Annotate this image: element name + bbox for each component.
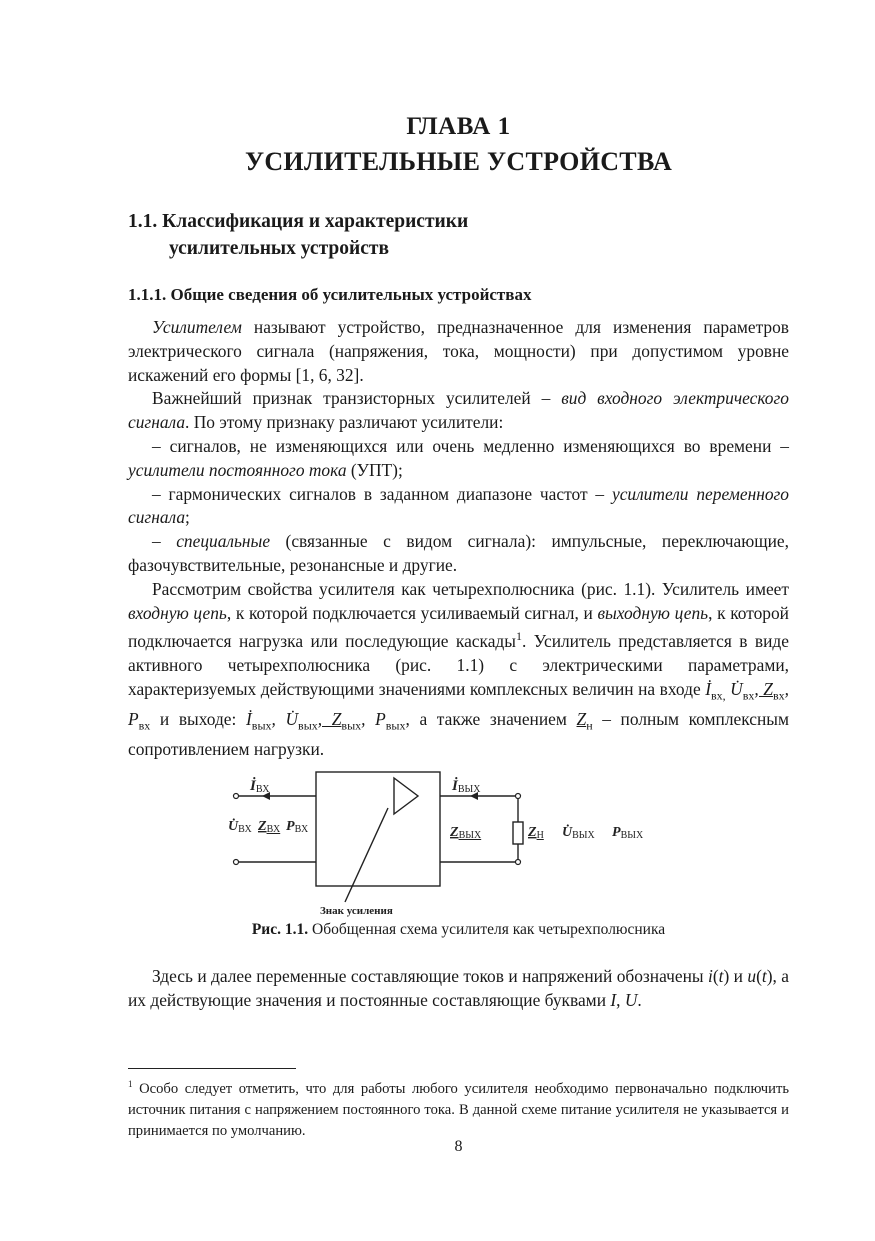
label-sub: ВЫХ <box>458 830 482 841</box>
term: усилители переменного сигнала <box>128 483 790 528</box>
list-item <box>128 435 789 483</box>
text: – гармонических сигналов в заданном диапазоне частот – <box>152 483 612 504</box>
symbol-sub: вх <box>772 688 785 703</box>
paragraph <box>128 965 789 1013</box>
symbol-sub: вых <box>251 718 272 733</box>
svg-text:PВЫХ <box>612 825 644 841</box>
symbol-sub: вых <box>341 718 362 733</box>
symbol: , P <box>361 709 386 730</box>
symbol: U̇ <box>725 678 743 699</box>
svg-text:ZН <box>527 825 544 841</box>
paragraph <box>128 316 789 387</box>
svg-text:İВХ <box>249 777 270 795</box>
label-sub: ВЫХ <box>620 830 644 841</box>
footnote-divider <box>128 1068 296 1069</box>
svg-text:PВХ <box>286 819 309 835</box>
p-out-label: P <box>612 825 621 840</box>
footnote-mark: 1 <box>128 1079 133 1089</box>
symbol: i <box>708 966 713 986</box>
section-heading-line1: 1.1. Классификация и характеристики <box>128 211 469 232</box>
symbol: u <box>747 966 757 986</box>
symbol-sub: вх <box>742 688 755 703</box>
u-in-label: U̇ <box>228 819 239 834</box>
symbol: t <box>718 966 724 986</box>
text: , а также значением <box>405 709 577 730</box>
term: Усилителем <box>152 317 242 337</box>
text: Важнейший признак транзисторных усилителей – <box>152 388 562 409</box>
label-sub: ВЫХ <box>457 784 481 795</box>
page-number: 8 <box>454 1138 463 1155</box>
section-heading <box>128 208 468 262</box>
gain-label: Знак усиления <box>320 905 393 917</box>
text: . <box>637 989 642 1010</box>
body-text-2 <box>128 965 789 1013</box>
symbol: , Z <box>317 709 342 730</box>
svg-text:U̇ВХ <box>228 817 253 835</box>
symbol: I <box>610 989 617 1010</box>
label-sub: ВХ <box>294 824 309 835</box>
input-terminal <box>234 794 239 799</box>
u-out-label: U̇ <box>562 825 573 840</box>
footnote-ref[interactable]: 1 <box>515 629 522 644</box>
term: – специальные <box>152 531 271 552</box>
symbol: İ <box>705 678 711 699</box>
term: выходную цепь <box>597 602 709 623</box>
caption-label: Рис. 1.1. <box>251 921 309 938</box>
chapter-number: ГЛАВА 1 <box>406 113 511 140</box>
label-sub: ВЫХ <box>572 830 595 841</box>
footnote <box>128 1074 789 1142</box>
term: входную цепь <box>128 602 227 623</box>
text: (УПТ); <box>346 459 403 480</box>
text: ( <box>712 966 719 986</box>
term: усилители постоянного тока <box>128 459 347 480</box>
text: ( <box>756 966 762 986</box>
paragraph <box>128 578 789 762</box>
symbol: t <box>761 966 767 986</box>
amplifier-diagram <box>228 768 668 918</box>
i-in-label: İ <box>250 778 256 794</box>
text: (связанные с видом сигнала): импульсные, переключающие, фазочувствительные, резонансные и другие. <box>128 531 790 575</box>
text: ; <box>185 507 190 528</box>
text: – сигналов, не изменяющихся или очень медленно изменяющихся во времени – <box>152 435 789 456</box>
chapter-title: УСИЛИТЕЛЬНЫЕ УСТРОЙСТВА <box>244 147 673 176</box>
paragraph <box>128 387 789 435</box>
load-resistor <box>513 822 523 844</box>
text: , <box>616 989 625 1010</box>
label-sub: ВХ <box>266 824 281 835</box>
symbol-sub: н <box>586 718 593 733</box>
z-out-label: Z <box>450 825 459 840</box>
symbol: , Z <box>754 678 773 699</box>
label-sub: ВХ <box>238 824 252 835</box>
text: называют устройство, предназначенное для изменения параметров электрического сигнала (напряжения, тока, мощности) при допустимом уровне искажений его формы [1, 6, 32]. <box>128 317 789 385</box>
z-load-label: Z <box>528 825 537 840</box>
text: Рассмотрим свойства усилителя как четырехполюсника (рис. 1.1). Усилитель имеет <box>152 578 789 599</box>
symbol: , P <box>128 678 789 730</box>
subsection-heading: 1.1.1. Общие сведения об усилительных устройствах <box>128 285 532 304</box>
list-item <box>128 530 789 578</box>
output-terminal <box>516 794 521 799</box>
symbol: Z <box>576 709 587 730</box>
symbol: U <box>624 989 638 1010</box>
text: ) и <box>723 966 748 986</box>
footnote-text: Особо следует отметить, что для работы любого усилителя необходимо первоначально подключить источник питания с напряжением постоянного тока. В данной схеме питание усилителя не указывается и принимается по умолчанию. <box>128 1080 789 1139</box>
symbol-sub: вх <box>138 718 151 733</box>
p-in-label: P <box>286 819 295 834</box>
svg-text:ZВЫХ <box>449 825 482 841</box>
body-text <box>128 316 789 762</box>
symbol-sub: вх, <box>710 688 726 703</box>
z-in-label: Z <box>258 819 267 834</box>
term: вид входного электрического сигнала <box>128 388 789 433</box>
text: . По этому признаку различают усилители: <box>185 412 504 433</box>
text: ), а их действующие значения и постоянные составляющие буквами <box>128 966 789 1010</box>
text: Здесь и далее переменные составляющие токов и напряжений обозначены <box>152 966 708 986</box>
symbol: İ <box>245 709 252 730</box>
svg-text:İВЫХ <box>451 777 481 795</box>
list-item <box>128 483 789 531</box>
svg-text:ZВХ <box>257 819 281 835</box>
text: , к которой подключается усиливаемый сигнал, и <box>226 602 598 623</box>
label-sub: ВХ <box>255 784 270 795</box>
text: – полным комплексным сопротивлением нагрузки. <box>128 709 789 760</box>
text: и выходе: <box>150 709 246 730</box>
text: , к которой подключается нагрузка или последующие каскады <box>128 602 789 652</box>
section-heading-line2: усилительных устройств <box>169 238 390 259</box>
output-terminal <box>516 860 521 865</box>
label-sub: Н <box>536 830 544 841</box>
symbol-sub: вых <box>298 718 318 733</box>
amplifier-triangle <box>394 778 418 814</box>
figure-caption <box>128 921 789 939</box>
i-out-label: İ <box>452 778 458 794</box>
symbol: , U̇ <box>271 709 299 730</box>
symbol-sub: вых <box>385 718 406 733</box>
svg-text:U̇ВЫХ <box>562 823 596 841</box>
gain-pointer-line <box>345 808 388 902</box>
input-terminal <box>234 860 239 865</box>
text: . Усилитель представляется в виде активного четырехполюсника (рис. 1.1) с электрическими параметрами, характеризуемых действующими значениями комплексных величин на входе <box>128 631 789 699</box>
caption-text: Обобщенная схема усилителя как четырехполюсника <box>308 921 666 938</box>
